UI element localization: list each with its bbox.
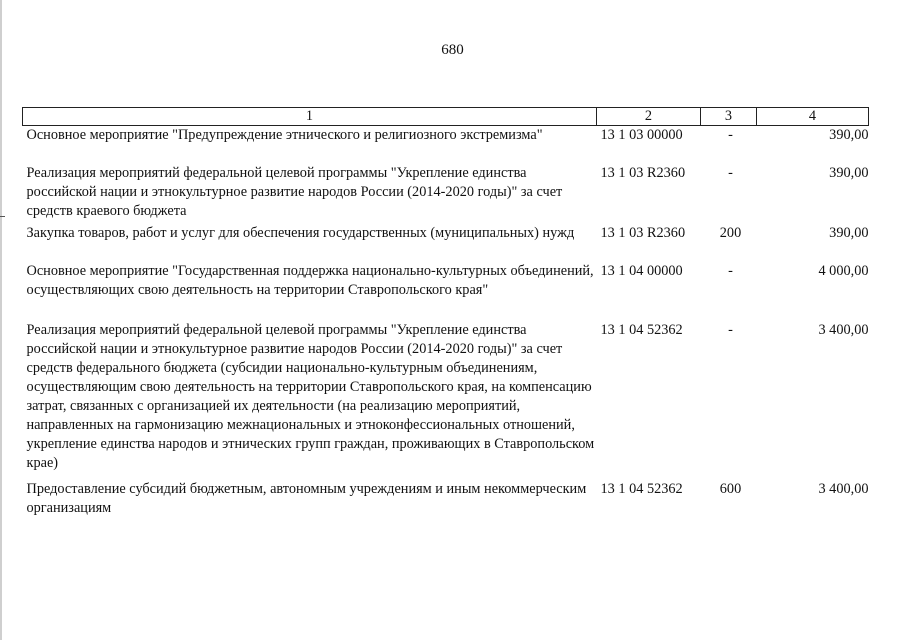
row-type: - xyxy=(728,164,733,181)
row-code: 13 1 04 52362 xyxy=(600,321,683,338)
row-name: Основное мероприятие "Государственная поддержка национально-культурных объединений, осуществляющих свою деятельность на территории Ставропольского края" xyxy=(26,262,594,298)
row-amount: 3 400,00 xyxy=(818,480,869,497)
table-row xyxy=(23,164,869,224)
row-amount: 3 400,00 xyxy=(818,321,869,338)
table-row xyxy=(23,126,869,164)
row-code: 13 1 04 52362 xyxy=(600,480,683,497)
header-col-1: 1 xyxy=(23,108,597,126)
row-type: 200 xyxy=(719,224,742,241)
row-type: - xyxy=(728,321,733,338)
row-amount: 4 000,00 xyxy=(818,262,869,279)
row-type: - xyxy=(728,262,733,279)
header-row xyxy=(23,108,869,126)
row-name: Предоставление субсидий бюджетным, автономным учреждениям и иным некоммерческим организациям xyxy=(26,480,587,516)
row-name: Реализация мероприятий федеральной целевой программы "Укрепление единства российской нации и этнокультурное развитие народов России (2014-2020 годы)" за счет средств краевого бюджета xyxy=(26,164,563,219)
row-code: 13 1 03 R2360 xyxy=(600,164,686,181)
table-row xyxy=(23,321,869,480)
row-name: Закупка товаров, работ и услуг для обеспечения государственных (муниципальных) нужд xyxy=(26,224,575,241)
row-code: 13 1 03 00000 xyxy=(600,127,683,143)
page-number: 680 xyxy=(441,42,464,58)
table-header xyxy=(23,108,869,126)
header-col-3: 3 xyxy=(701,108,757,126)
row-name: Основное мероприятие "Предупреждение этнического и религиозного экстремизма" xyxy=(26,127,543,143)
row-type: - xyxy=(728,127,733,143)
row-amount: 390,00 xyxy=(829,224,869,241)
margin-mark xyxy=(0,216,5,217)
row-amount: 390,00 xyxy=(829,164,869,181)
table-row xyxy=(23,224,869,262)
row-code: 13 1 04 00000 xyxy=(600,262,683,279)
table-row xyxy=(23,262,869,321)
row-amount: 390,00 xyxy=(829,127,869,143)
row-type: 600 xyxy=(719,480,742,497)
page-left-edge xyxy=(0,0,2,640)
row-name: Реализация мероприятий федеральной целевой программы "Укрепление единства российской нации и этнокультурное развитие народов России (2014-2020 годы)" за счет средств федерального бюджета (субсидии национально-культурным объединениям, осуществляющим свою деятельность на территории Ставропольского края, на компенсацию затрат, связанных с организацией их деятельности (на реализацию мероприятий, направленных на гармонизацию межнациональных и этноконфессиональных отношений, укрепление единства народов и этнических групп граждан, проживающих в Ставропольском крае) xyxy=(26,321,595,471)
budget-table xyxy=(22,107,869,520)
table-row xyxy=(23,480,869,520)
table-body xyxy=(23,126,869,520)
row-code: 13 1 03 R2360 xyxy=(600,224,686,241)
header-col-4: 4 xyxy=(757,108,869,126)
header-col-2: 2 xyxy=(597,108,701,126)
